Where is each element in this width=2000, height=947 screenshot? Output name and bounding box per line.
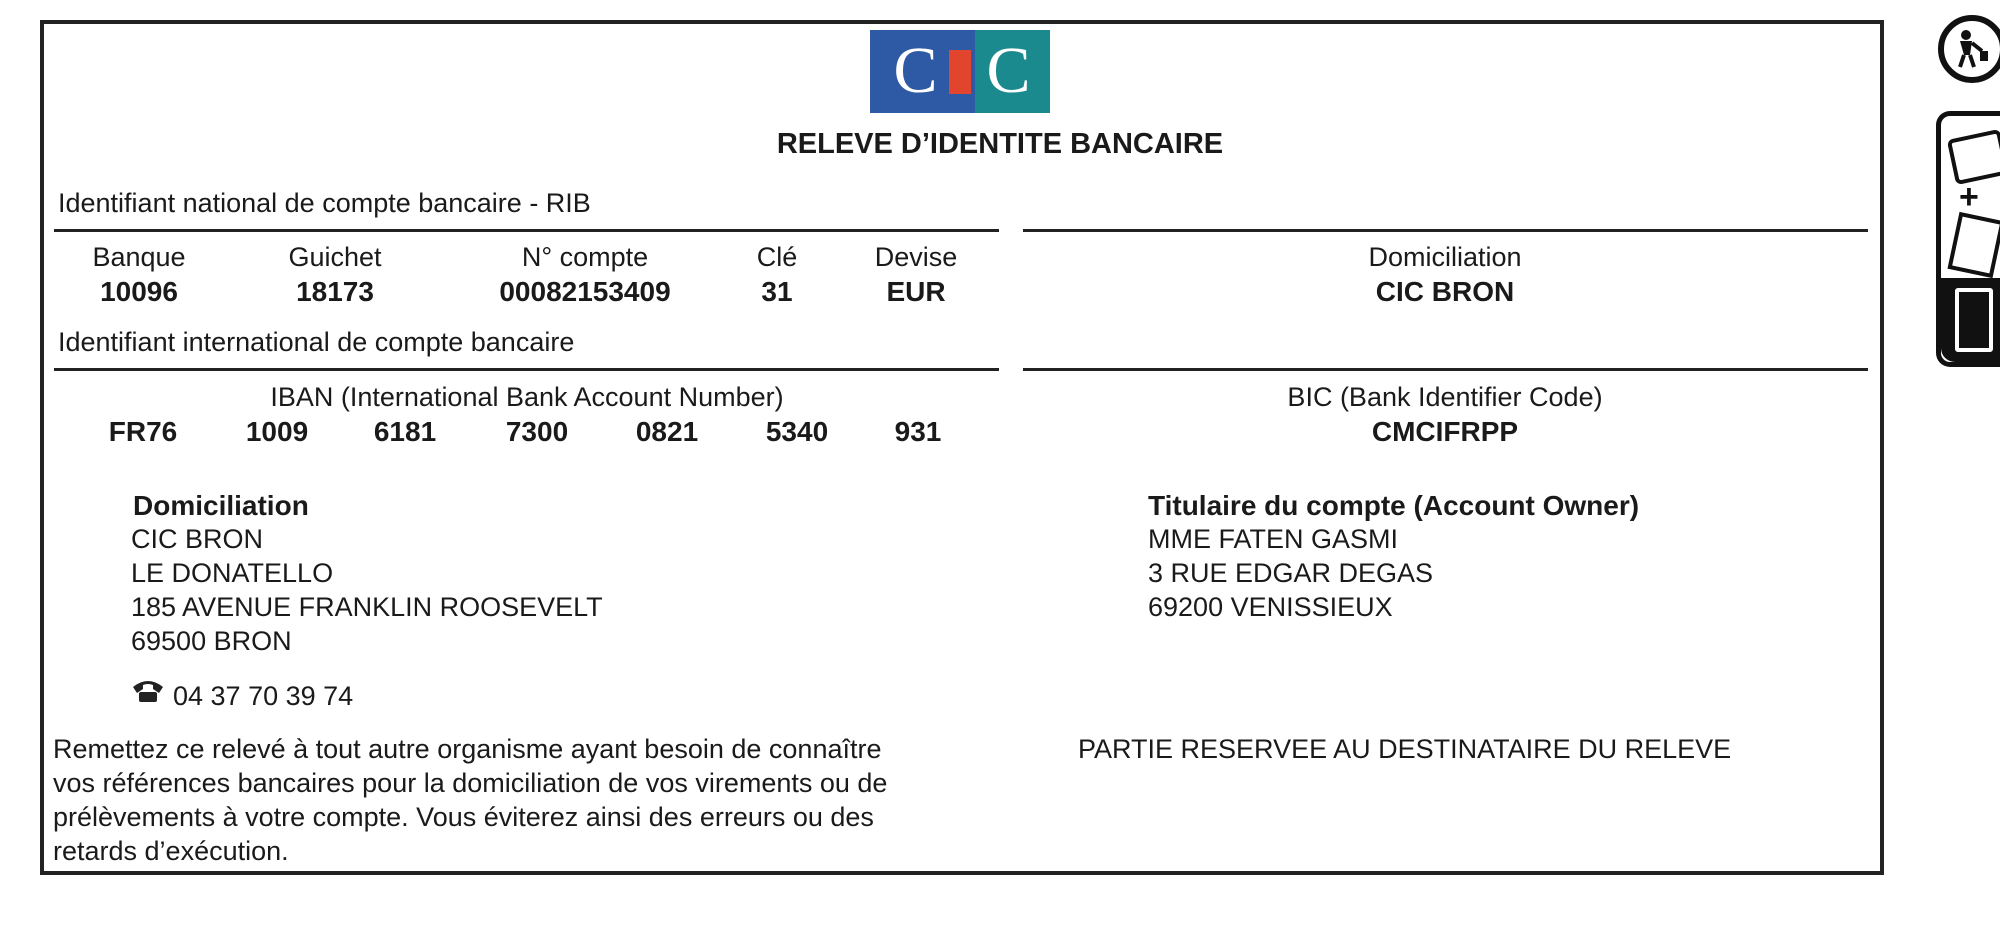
notice-line: Remettez ce relevé à tout autre organisme ayant besoin de connaître xyxy=(53,734,882,764)
owner-line: 3 RUE EDGAR DEGAS xyxy=(1148,558,1434,588)
owner-heading: Titulaire du compte (Account Owner) xyxy=(1148,490,1640,521)
domiciliation-heading: Domiciliation xyxy=(133,490,309,521)
owner-line: 69200 VENISSIEUX xyxy=(1148,592,1393,622)
guichet-value: 18173 xyxy=(296,276,374,307)
notice-line: prélèvements à votre compte. Vous éviterez ainsi des erreurs ou des xyxy=(53,802,874,832)
compte-label: N° compte xyxy=(521,242,649,272)
iban-group: 1009 xyxy=(245,416,309,447)
cle-value: 31 xyxy=(761,276,793,307)
iban-label: IBAN (International Bank Account Number) xyxy=(270,382,784,412)
iban-group: 5340 xyxy=(765,416,829,447)
document-title: RELEVE D’IDENTITE BANCAIRE xyxy=(776,128,1224,160)
bic-label: BIC (Bank Identifier Code) xyxy=(1287,382,1603,412)
iban-section-label: Identifiant international de compte bancaire xyxy=(58,327,575,357)
notice-line: retards d’exécution. xyxy=(53,836,289,866)
guichet-label: Guichet xyxy=(288,242,382,272)
iban-group: 0821 xyxy=(635,416,699,447)
rule-rib-left xyxy=(54,229,999,232)
domiciliation-line: 185 AVENUE FRANKLIN ROOSEVELT xyxy=(131,592,603,622)
banque-label: Banque xyxy=(92,242,186,272)
domiciliation-line: LE DONATELLO xyxy=(131,558,334,588)
notice-line: vos références bancaires pour la domiciliation de vos virements ou de xyxy=(53,768,888,798)
bic-value: CMCIFRPP xyxy=(1371,416,1519,447)
iban-group: 7300 xyxy=(505,416,569,447)
banque-value: 10096 xyxy=(100,276,178,307)
rib-section-label: Identifiant national de compte bancaire - RIB xyxy=(58,188,591,218)
phone-icon xyxy=(131,677,165,710)
phone-number: 04 37 70 39 74 xyxy=(173,681,354,711)
rule-rib-right xyxy=(1023,229,1868,232)
domiciliation-line: 69500 BRON xyxy=(131,626,292,656)
rule-iban-right xyxy=(1023,368,1868,371)
cic-logo: C C xyxy=(870,30,1050,113)
owner-line: MME FATEN GASMI xyxy=(1148,524,1399,554)
compte-value: 00082153409 xyxy=(499,276,671,307)
tidy-man-icon xyxy=(1938,15,2000,83)
devise-value: EUR xyxy=(886,276,946,307)
rule-iban-left xyxy=(54,368,999,371)
reserved-area-label: PARTIE RESERVEE AU DESTINATAIRE DU RELEVE xyxy=(1078,734,1732,764)
iban-group: 6181 xyxy=(373,416,437,447)
eco-labels xyxy=(1930,15,2000,345)
domiciliation-value: CIC BRON xyxy=(1375,276,1515,307)
domiciliation-label: Domiciliation xyxy=(1368,242,1522,272)
devise-label: Devise xyxy=(874,242,958,272)
domiciliation-line: CIC BRON xyxy=(131,524,264,554)
iban-group: 931 xyxy=(894,416,942,447)
iban-group: FR76 xyxy=(108,416,178,447)
recycle-bin-icon: + xyxy=(1936,111,2000,367)
cle-label: Clé xyxy=(756,242,798,272)
